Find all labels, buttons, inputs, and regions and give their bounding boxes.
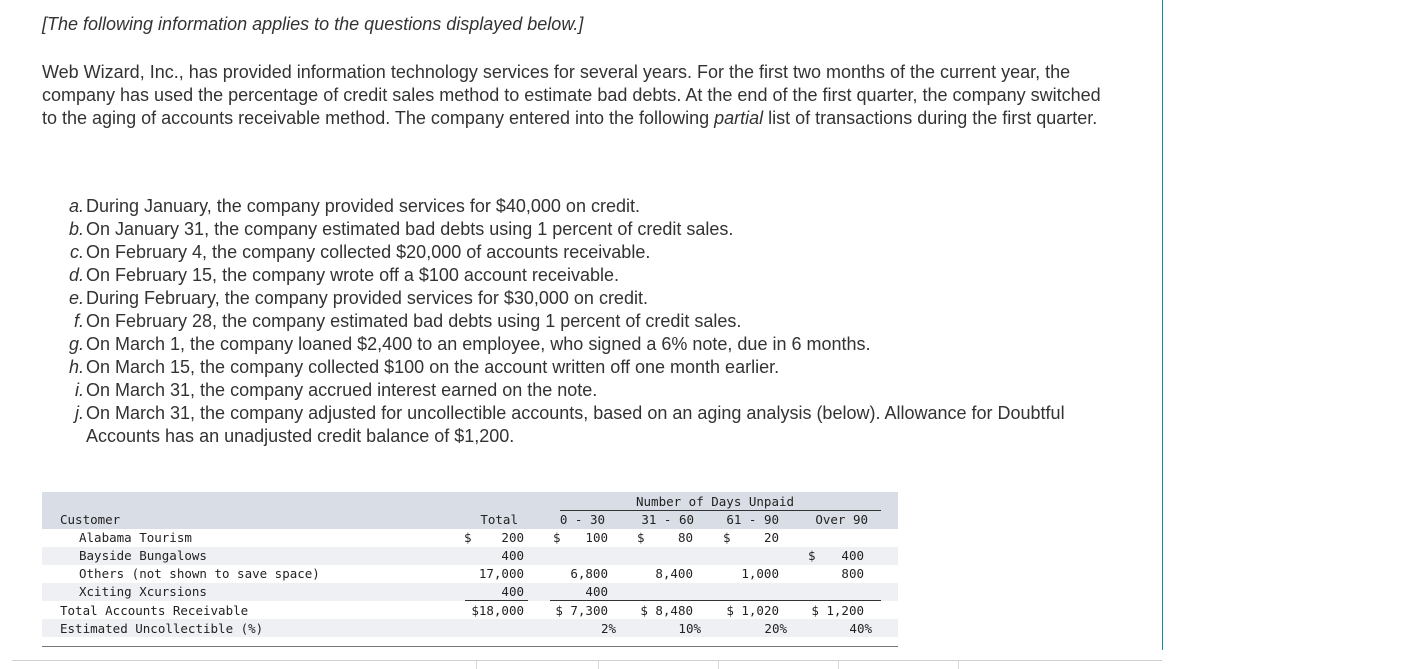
transaction-letter: g. [68, 334, 84, 354]
transaction-text: During February, the company provided services for $30,000 on credit. [86, 288, 648, 308]
cell-total: 17,000 [478, 566, 524, 581]
pct-over-90: 40% [849, 621, 872, 636]
cell-0-30: 6,800 [570, 566, 608, 581]
totals-rule-total [465, 600, 528, 601]
transaction-text: On March 31, the company accrued interest earned on the note. [86, 380, 598, 400]
transaction-item [62, 356, 1112, 379]
transaction-letter: e. [68, 288, 84, 308]
cell-61-90: 20 [763, 530, 779, 545]
intro-text-1: Web Wizard, Inc., has provided information technology services for several years. For the first two months of the current year, the company has used the percentage of credit sales method to estimate bad debts. At the end of the first quarter, the company switched to the aging of accounts receivable method. The company entered into the following [42, 62, 1101, 128]
transaction-list [62, 195, 1112, 448]
transaction-item [62, 310, 1112, 333]
total-31-60: $ 8,480 [640, 603, 693, 618]
row-name-total: Total Accounts Receivable [60, 603, 249, 618]
transaction-letter: i. [75, 380, 84, 400]
pct-0-30: 2% [600, 621, 616, 636]
cell-total: 200 [501, 530, 524, 545]
currency-sign: $ [637, 530, 645, 545]
col-over-90: Over 90 [815, 512, 868, 527]
days-unpaid-header: Number of Days Unpaid [636, 494, 795, 509]
totals-rule-days [550, 600, 881, 601]
transaction-item [62, 218, 1112, 241]
currency-sign: $ [723, 530, 731, 545]
transaction-item [62, 264, 1112, 287]
table-bottom-rule [42, 646, 898, 647]
transaction-item [62, 195, 1112, 218]
col-0-30: 0 - 30 [559, 512, 605, 527]
total-ar: $18,000 [471, 603, 524, 618]
transaction-item [62, 241, 1112, 264]
transaction-text: On March 31, the company adjusted for uncollectible accounts, based on an aging analysis (below). Allowance for Doubtful Accounts has an unadjusted credit balance of $1,200. [86, 403, 1065, 446]
row-name: Alabama Tourism [79, 530, 192, 545]
currency-sign: $ [808, 548, 816, 563]
transaction-letter: b. [68, 219, 84, 239]
transaction-letter: a. [68, 196, 84, 216]
transaction-item [62, 402, 1112, 448]
cell-31-60: 8,400 [655, 566, 693, 581]
row-name: Bayside Bungalows [79, 548, 207, 563]
transaction-text: On March 15, the company collected $100 on the account written off one month earlier. [86, 357, 780, 377]
cell-over-90: 800 [841, 566, 864, 581]
transaction-text: On February 28, the company estimated bad debts using 1 percent of credit sales. [86, 311, 742, 331]
transaction-item [62, 333, 1112, 356]
bottom-divider [12, 660, 1162, 661]
intro-paragraph [42, 61, 1112, 130]
cell-over-90: 400 [841, 548, 864, 563]
col-61-90: 61 - 90 [726, 512, 779, 527]
row-name: Xciting Xcursions [79, 584, 207, 599]
currency-sign: $ [464, 530, 472, 545]
transaction-text: During January, the company provided services for $40,000 on credit. [86, 196, 640, 216]
cell-0-30: 100 [585, 530, 608, 545]
intro-emphasis: partial [714, 108, 764, 128]
total-over-90: $ 1,200 [811, 603, 864, 618]
transaction-letter: j. [75, 403, 84, 423]
col-total: Total [480, 512, 518, 527]
transaction-letter: f. [73, 311, 84, 331]
transaction-letter: h. [68, 357, 84, 377]
cell-61-90: 1,000 [741, 566, 779, 581]
row-name-estimate: Estimated Uncollectible (%) [60, 621, 264, 636]
cell-0-30: 400 [585, 584, 608, 599]
currency-sign: $ [553, 530, 561, 545]
col-31-60: 31 - 60 [641, 512, 694, 527]
col-customer: Customer [60, 512, 121, 527]
transaction-letter: c. [69, 242, 84, 262]
aging-table [42, 492, 898, 647]
cell-total: 400 [501, 584, 524, 599]
transaction-letter: d. [68, 265, 84, 285]
cell-total: 400 [501, 548, 524, 563]
total-0-30: $ 7,300 [555, 603, 608, 618]
total-61-90: $ 1,020 [726, 603, 779, 618]
transaction-item [62, 287, 1112, 310]
info-header: [The following information applies to the questions displayed below.] [42, 14, 584, 34]
transaction-text: On March 1, the company loaned $2,400 to an employee, who signed a 6% note, due in 6 months. [86, 334, 871, 354]
transaction-text: On February 15, the company wrote off a $100 account receivable. [86, 265, 619, 285]
row-name: Others (not shown to save space) [79, 566, 320, 581]
transaction-text: On February 4, the company collected $20,000 of accounts receivable. [86, 242, 651, 262]
cell-31-60: 80 [677, 530, 693, 545]
transaction-text: On January 31, the company estimated bad debts using 1 percent of credit sales. [86, 219, 734, 239]
right-panel-divider [1162, 0, 1163, 650]
pct-31-60: 10% [678, 621, 701, 636]
intro-text-2: list of transactions during the first quarter. [763, 108, 1098, 128]
transaction-item [62, 379, 1112, 402]
pct-61-90: 20% [764, 621, 787, 636]
